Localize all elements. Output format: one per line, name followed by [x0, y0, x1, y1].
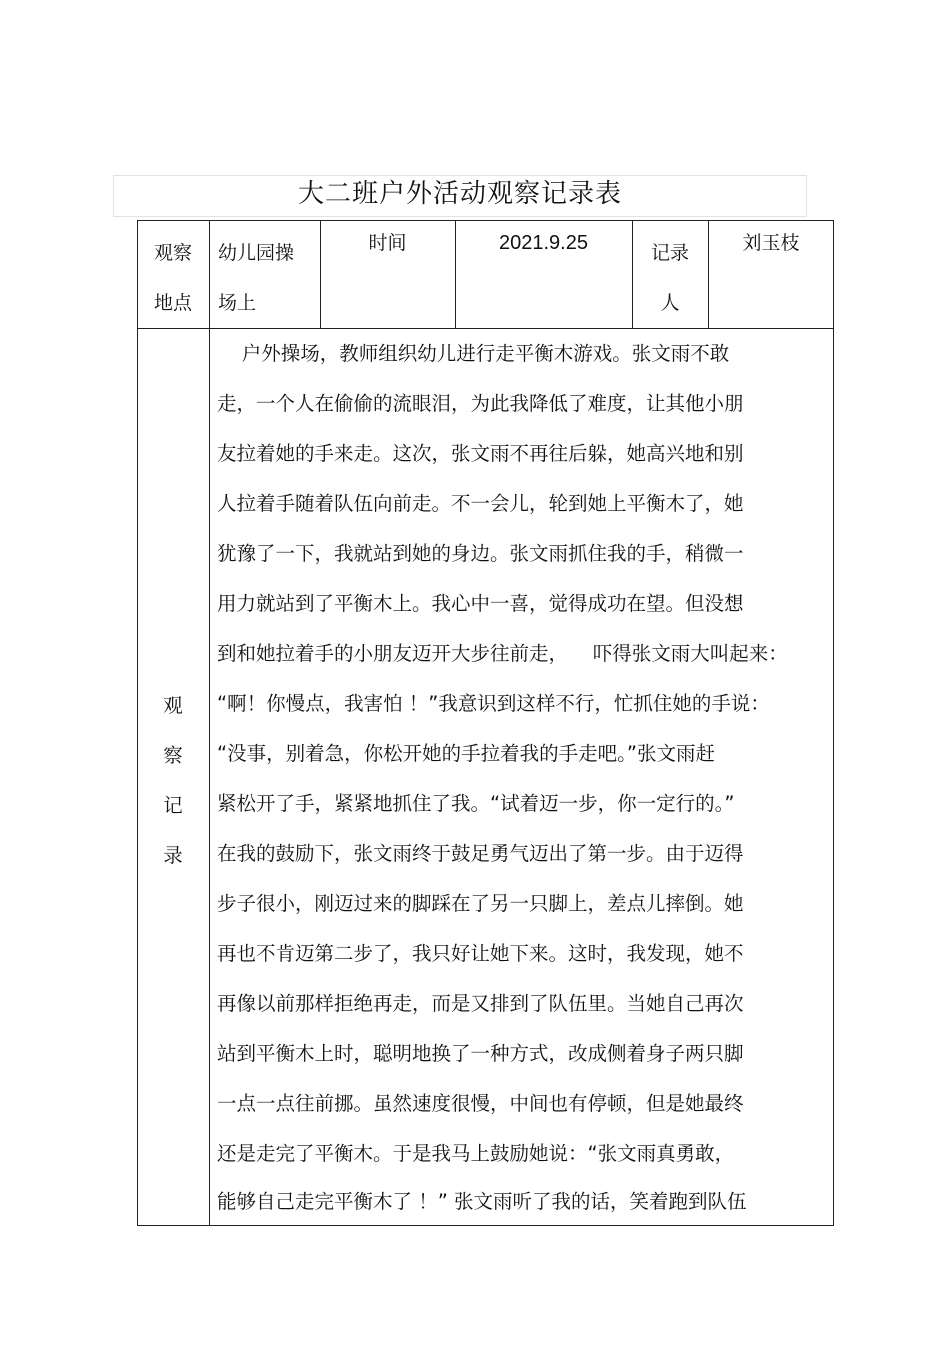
- record-label-char: 观: [163, 694, 183, 717]
- document-title: 大二班户外活动观察记录表: [297, 179, 622, 209]
- location-label: [137, 228, 209, 328]
- record-line: 站到平衡木上时，聪明地换了一种方式，改成侧着身子两只脚: [217, 1042, 744, 1065]
- record-line: 友拉着她的手来走。这次，张文雨不再往后躲，她高兴地和别: [217, 442, 744, 465]
- record-line: 能够自己走完平衡木了 ！” 张文雨听了我的话，笑着跑到队伍: [217, 1190, 747, 1213]
- record-line: 人拉着手随着队伍向前走。不一会儿，轮到她上平衡木了，她: [217, 492, 744, 515]
- time-value: 2021.9.25: [499, 232, 588, 254]
- recorder-label: [632, 228, 708, 328]
- location-label-line2: 地点: [153, 292, 192, 314]
- record-line: 紧松开了手，紧紧地抓住了我。“试着迈一步，你一定行的。”: [217, 792, 735, 815]
- record-line: 一点一点往前挪。虽然速度很慢，中间也有停顿，但是她最终: [217, 1092, 744, 1115]
- recorder-label-line2: 人: [660, 292, 680, 314]
- record-line: 犹豫了一下，我就站到她的身边。张文雨抓住我的手，稍微一: [217, 542, 744, 565]
- record-line: “没事，别着急，你松开她的手拉着我的手走吧。”张文雨赶: [217, 742, 715, 765]
- record-line: 户外操场，教师组织幼儿进行走平衡木游戏。张文雨不敢: [217, 342, 730, 365]
- col-divider-1: [209, 220, 210, 1226]
- record-label-char: 记: [163, 794, 183, 817]
- recorder-label-line1: 记录: [650, 242, 689, 264]
- record-label-char: 录: [163, 844, 183, 867]
- location-value-line2: 场上: [218, 292, 257, 314]
- record-line: “啊！你慢点，我害怕 ！”我意识到这样不行，忙抓住她的手说：: [217, 692, 770, 715]
- record-label-char: 察: [163, 744, 183, 767]
- location-label-line1: 观察: [153, 242, 192, 264]
- location-value: [218, 228, 320, 328]
- record-line: 再像以前那样拒绝再走，而是又排到了队伍里。当她自己再次: [217, 992, 744, 1015]
- recorder-value: 刘玉枝: [742, 232, 800, 254]
- time-label: 时间: [368, 232, 407, 254]
- location-value-line1: 幼儿园操: [218, 242, 295, 264]
- record-line: 在我的鼓励下，张文雨终于鼓足勇气迈出了第一步。由于迈得: [217, 842, 744, 865]
- record-line: 步子很小，刚迈过来的脚踩在了另一只脚上，差点儿摔倒。她: [217, 892, 744, 915]
- record-line: 走，一个人在偷偷的流眼泪，为此我降低了难度，让其他小朋: [217, 392, 744, 415]
- record-line: 用力就站到了平衡木上。我心中一喜，觉得成功在望。但没想: [217, 592, 744, 615]
- record-line: 还是走完了平衡木。于是我马上鼓励她说：“张文雨真勇敢，: [217, 1142, 735, 1165]
- record-line: 再也不肯迈第二步了，我只好让她下来。这时，我发现，她不: [217, 942, 744, 965]
- record-line: 到和她拉着手的小朋友迈开大步往前走， 吓得张文雨大叫起来：: [217, 642, 788, 665]
